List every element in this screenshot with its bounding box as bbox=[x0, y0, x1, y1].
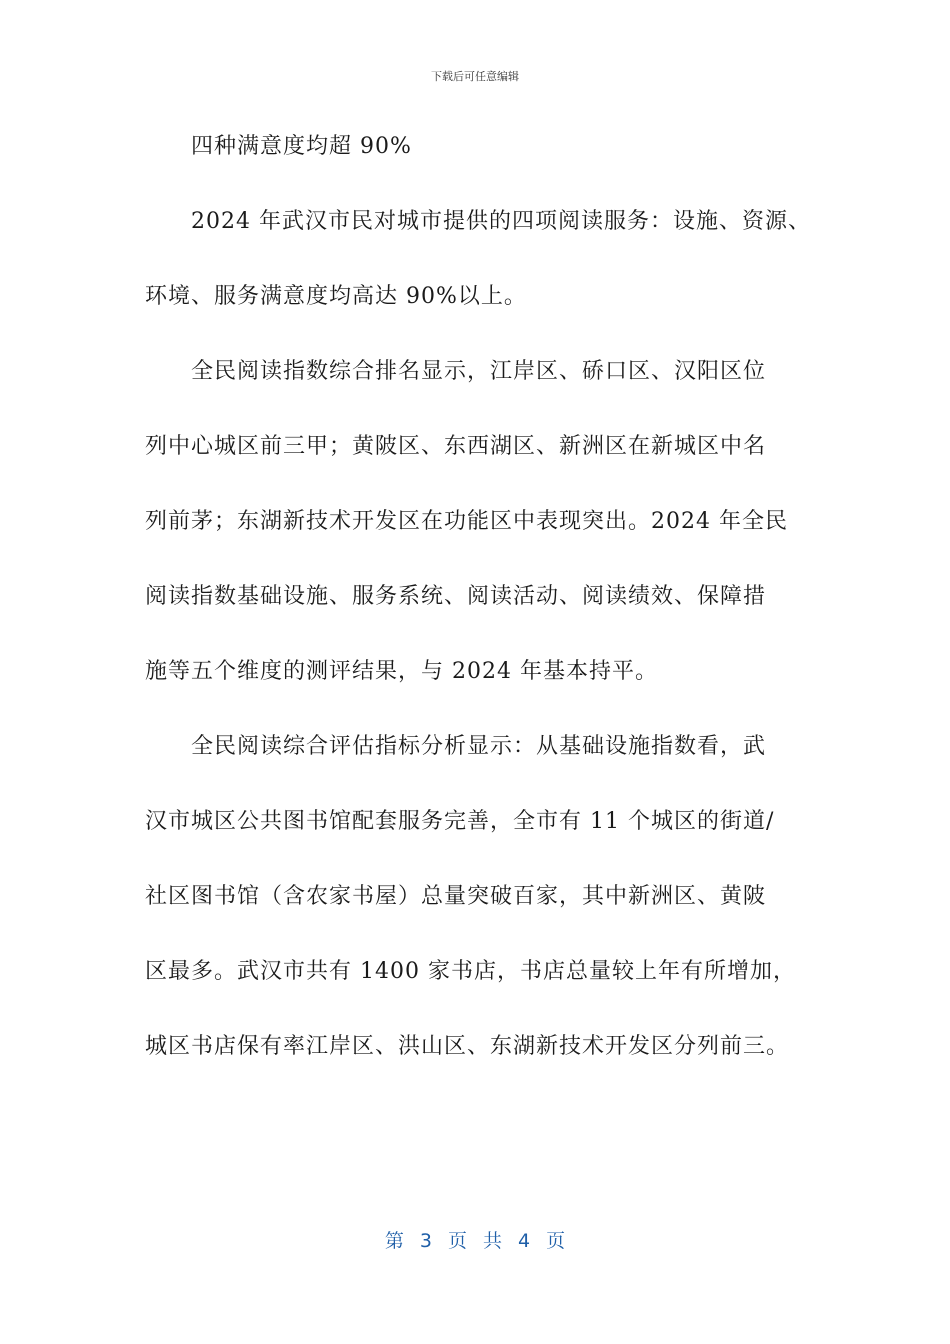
paragraph-line: 全民阅读综合评估指标分析显示：从基础设施指数看，武 bbox=[191, 734, 767, 759]
paragraph-line: 列中心城区前三甲；黄陂区、东西湖区、新洲区在新城区中名 bbox=[145, 434, 767, 459]
page-number-footer: 第 3 页 共 4 页 bbox=[384, 1230, 566, 1252]
heading-line: 四种满意度均超 90% bbox=[191, 134, 412, 159]
page-header: 下载后可任意编辑 bbox=[431, 70, 519, 83]
paragraph-line: 2024 年武汉市民对城市提供的四项阅读服务：设施、资源、 bbox=[191, 209, 811, 234]
paragraph-line: 区最多。武汉市共有 1400 家书店，书店总量较上年有所增加， bbox=[145, 959, 796, 984]
paragraph-line: 环境、服务满意度均高达 90%以上。 bbox=[145, 284, 527, 309]
document-body bbox=[145, 128, 825, 1103]
paragraph-line: 施等五个维度的测评结果，与 2024 年基本持平。 bbox=[145, 659, 658, 684]
paragraph-line: 阅读指数基础设施、服务系统、阅读活动、阅读绩效、保障措 bbox=[145, 584, 767, 609]
paragraph-line: 列前茅；东湖新技术开发区在功能区中表现突出。2024 年全民 bbox=[145, 509, 788, 534]
paragraph-line: 全民阅读指数综合排名显示，江岸区、硚口区、汉阳区位 bbox=[191, 359, 767, 384]
paragraph-line: 汉市城区公共图书馆配套服务完善，全市有 11 个城区的街道/ bbox=[145, 809, 775, 834]
paragraph-line: 城区书店保有率江岸区、洪山区、东湖新技术开发区分列前三。 bbox=[145, 1034, 790, 1059]
paragraph-line: 社区图书馆（含农家书屋）总量突破百家，其中新洲区、黄陂 bbox=[145, 884, 767, 909]
